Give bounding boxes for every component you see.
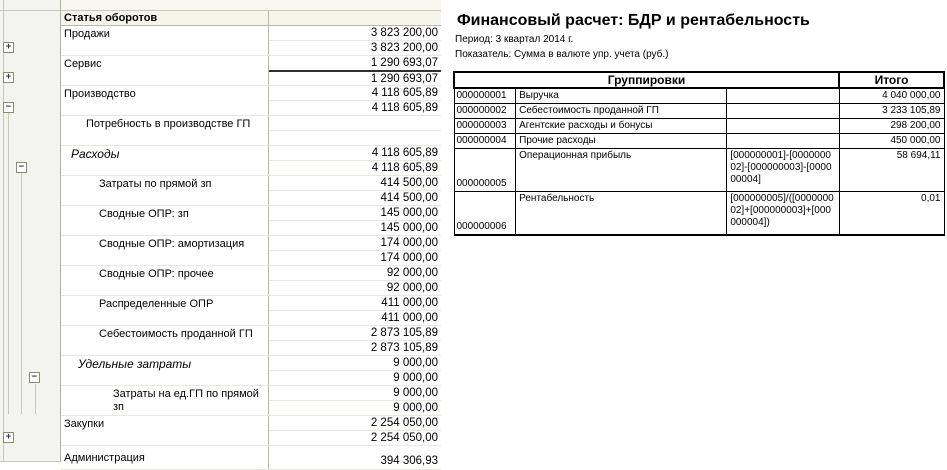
turnover-row[interactable] — [61, 416, 441, 446]
turnover-item-label: Сводные ОПР: зп — [61, 206, 269, 235]
financial-table — [453, 71, 945, 236]
turnover-row[interactable] — [61, 356, 441, 386]
report-title: Финансовый расчет: БДР и рентабельность — [457, 12, 810, 29]
item-name: Операционная прибыль — [516, 149, 727, 192]
item-name: Рентабельность — [516, 192, 727, 236]
table-row[interactable] — [454, 192, 944, 236]
gutter-line — [35, 384, 36, 414]
item-formula: [000000001]-[000000002]-[000000003]-[000000004] — [727, 149, 839, 192]
turnover-value: 145 000,00 — [269, 206, 441, 221]
turnover-item-label: Затраты на ед.ГП по прямой зп — [61, 386, 269, 415]
item-total: 58 694,11 — [839, 149, 944, 192]
financial-report — [450, 0, 947, 462]
turnover-value — [269, 116, 441, 131]
turnover-row[interactable] — [61, 116, 441, 146]
turnover-value: 3 823 200,00 — [269, 26, 441, 41]
turnover-item-label: Производство — [61, 86, 269, 115]
report-top-strip — [61, 0, 441, 11]
item-total: 0,01 — [839, 192, 944, 236]
turnover-row[interactable] — [61, 296, 441, 326]
item-total: 298 200,00 — [839, 119, 944, 134]
item-name: Себестоимость проданной ГП — [516, 104, 727, 119]
table-row[interactable] — [454, 88, 944, 104]
turnover-item-label: Себестоимость проданной ГП — [61, 326, 269, 355]
collapse-toggle-production[interactable]: − — [3, 102, 14, 113]
turnover-row[interactable] — [61, 26, 441, 56]
expand-toggle-sales[interactable]: + — [3, 42, 14, 53]
expand-toggle-purchases[interactable]: + — [3, 432, 14, 443]
turnover-value: 4 118 605,89 — [269, 86, 441, 101]
turnover-row[interactable] — [61, 266, 441, 296]
item-name: Прочие расходы — [516, 134, 727, 149]
item-total: 4 040 000,00 — [839, 88, 944, 104]
gutter-line — [8, 111, 9, 414]
item-code: 000000005 — [454, 149, 516, 192]
values-header — [269, 11, 441, 25]
grouping-gutter — [0, 0, 60, 462]
turnover-value: 4 118 605,89 — [371, 162, 438, 174]
turnover-group-label: Расходы — [61, 146, 269, 175]
turnover-value: 414 500,00 — [380, 192, 438, 204]
turnover-item-label: Продажи — [61, 26, 269, 55]
report-measure: Показатель: Сумма в валюте упр. учета (руб.) — [455, 49, 669, 60]
item-formula: [000000005]/([000000002]+[000000003]+[000000004]) — [727, 192, 839, 236]
item-name: Агентские расходы и бонусы — [516, 119, 727, 134]
turnover-report — [60, 0, 441, 467]
table-row[interactable] — [454, 119, 944, 134]
turnover-group-label: Удельные затраты — [61, 356, 269, 385]
item-formula — [727, 134, 839, 149]
turnover-value: 411 000,00 — [269, 296, 441, 311]
turnover-value: 2 873 105,89 — [370, 342, 438, 354]
turnover-value: 2 254 050,00 — [370, 432, 438, 444]
turnover-item-label: Затраты по прямой зп — [61, 176, 269, 205]
gutter-line — [0, 10, 60, 11]
turnover-value: 1 290 693,07 — [370, 73, 438, 85]
table-row[interactable] — [454, 149, 944, 192]
turnover-row[interactable] — [61, 176, 441, 206]
turnover-row[interactable] — [61, 446, 441, 470]
turnover-value: 414 500,00 — [269, 176, 441, 191]
groupings-header: Группировки — [454, 72, 839, 88]
turnover-row[interactable] — [61, 206, 441, 236]
turnover-value: 9 000,00 — [269, 386, 441, 401]
item-code: 000000001 — [454, 88, 516, 104]
item-formula — [727, 88, 839, 104]
turnover-row[interactable] — [61, 386, 441, 416]
turnover-item-label: Закупки — [61, 416, 269, 445]
turnover-row[interactable] — [61, 236, 441, 266]
report-period: Период: 3 квартал 2014 г. — [455, 34, 574, 45]
total-header: Итого — [839, 72, 944, 88]
item-formula — [727, 119, 839, 134]
item-name: Выручка — [516, 88, 727, 104]
turnover-row[interactable] — [61, 56, 441, 86]
turnover-value — [269, 131, 441, 145]
turnover-value: 411 000,00 — [381, 312, 438, 324]
financial-table-header — [454, 72, 944, 88]
table-row[interactable] — [454, 104, 944, 119]
item-code: 000000002 — [454, 104, 516, 119]
turnover-value: 1 290 693,07 — [269, 56, 441, 72]
turnover-value: 92 000,00 — [386, 282, 438, 294]
turnover-row[interactable] — [61, 326, 441, 356]
turnover-item-label: Сервис — [61, 56, 269, 85]
turnover-item-label: Сводные ОПР: амортизация — [61, 236, 269, 265]
turnover-value: 394 306,93 — [380, 455, 438, 467]
item-code: 000000006 — [454, 192, 516, 236]
turnover-item-label: Потребность в производстве ГП — [61, 116, 269, 145]
gutter-line — [21, 171, 22, 414]
item-total: 450 000,00 — [839, 134, 944, 149]
gutter-line — [3, 0, 4, 462]
item-formula — [727, 104, 839, 119]
item-code: 000000003 — [454, 119, 516, 134]
turnover-value: 145 000,00 — [380, 222, 438, 234]
turnover-row[interactable] — [61, 86, 441, 116]
turnover-value: 92 000,00 — [269, 266, 441, 281]
item-total: 3 233 105,89 — [839, 104, 944, 119]
turnover-item-header: Статья оборотов — [61, 11, 269, 25]
turnover-header-row — [61, 11, 441, 26]
collapse-toggle-unit-costs[interactable]: − — [29, 372, 40, 383]
turnover-value: 4 118 605,89 — [371, 102, 438, 114]
turnover-value: 174 000,00 — [269, 236, 441, 251]
turnover-item-label: Распределенные ОПР — [61, 296, 269, 325]
turnover-value: 2 873 105,89 — [269, 326, 441, 341]
turnover-item-label: Сводные ОПР: прочее — [61, 266, 269, 295]
turnover-row[interactable] — [61, 146, 441, 176]
table-row[interactable] — [454, 134, 944, 149]
expand-toggle-service[interactable]: + — [3, 72, 14, 83]
turnover-value: 174 000,00 — [380, 252, 438, 264]
turnover-value: 2 254 050,00 — [269, 416, 441, 431]
collapse-toggle-expenses[interactable]: − — [16, 162, 27, 173]
turnover-item-label: Администрация — [61, 446, 269, 469]
item-code: 000000004 — [454, 134, 516, 149]
turnover-value: 9 000,00 — [269, 356, 441, 371]
turnover-value: 4 118 605,89 — [269, 146, 441, 161]
turnover-value: 3 823 200,00 — [370, 42, 438, 54]
turnover-value: 9 000,00 — [393, 402, 438, 414]
turnover-value: 9 000,00 — [393, 372, 438, 384]
